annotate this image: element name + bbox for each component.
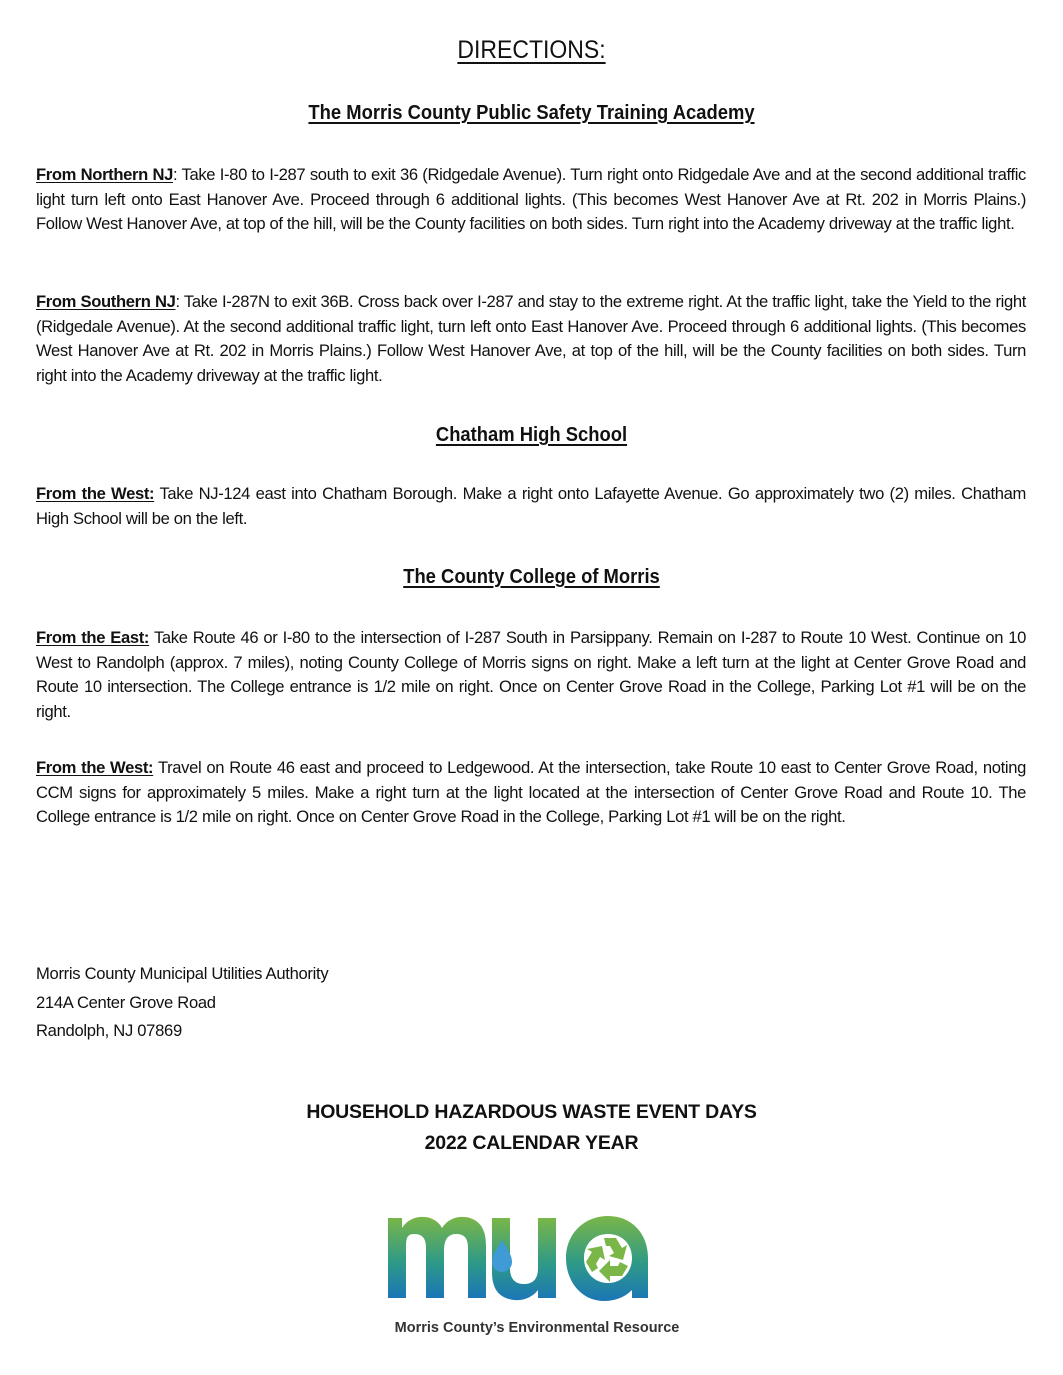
recycle-icon [586,1238,628,1282]
section-title-chatham-high-school: Chatham High School [435,424,628,446]
section-title-county-college: The County College of Morris [403,566,660,588]
directions-paragraph [36,290,1026,388]
mua-logo [378,1206,696,1346]
direction-lead: From the West: [36,484,155,503]
direction-text: : Take I-287N to exit 36B. Cross back over I-287 and stay to the extreme right. At the traffic light, take the Yield to the right (Ridgedale Avenue). At the second additional traffic light, turn left onto East Hanover Ave. Proceed through 6 additional lights. (This becomes West Hanover Ave at Rt. 202 in Morris Plains.) Follow West Hanover Ave, at top of the hill, will be the County facilities on both sides. Turn right into the Academy driveway at the traffic light. [36,292,1026,385]
directions-paragraph [36,756,1026,830]
direction-lead: From the West: [36,758,154,777]
direction-text: Take Route 46 or I-80 to the intersection of I-287 South in Parsippany. Remain on I-287 to Route 10 West. Continue on 10 West to Randolph (approx. 7 miles), noting County College of Morris signs on right. Make a left turn at the light at Center Grove Road and Route 10 intersection. The College entrance is 1/2 mile on right. Once on Center Grove Road in the College, Parking Lot #1 will be on the right. [36,628,1026,721]
direction-lead: From the East: [36,628,150,647]
directions-paragraph [36,626,1026,724]
event-year: 2022 CALENDAR YEAR [424,1132,639,1154]
direction-text: Take NJ-124 east into Chatham Borough. Make a right onto Lafayette Avenue. Go approximately two (2) miles. Chatham High School will be on the left. [36,484,1026,528]
direction-lead: From Northern NJ [36,165,173,184]
mailing-address [36,960,328,1046]
section-title-training-academy: The Morris County Public Safety Training Academy [308,102,755,124]
directions-paragraph [36,163,1026,237]
logo-tagline: Morris County’s Environmental Resource [394,1320,680,1336]
page-title: DIRECTIONS: [457,36,606,64]
direction-lead: From Southern NJ [36,292,176,311]
direction-text: : Take I-80 to I-287 south to exit 36 (Ridgedale Avenue). Turn right onto Ridgedale Ave and at the second additional traffic light turn left onto East Hanover Ave. Proceed through 6 additional lights. (This becomes West Hanover Ave at Rt. 202 in Morris Plains.) Follow West Hanover Ave, at top of the hill, will be the County facilities on both sides. Turn right into the Academy driveway at the traffic light. [36,165,1026,233]
address-line: Randolph, NJ 07869 [36,1021,182,1040]
directions-paragraph [36,482,1026,531]
event-heading: HOUSEHOLD HAZARDOUS WASTE EVENT DAYS [306,1101,757,1123]
address-line: Morris County Municipal Utilities Authority [36,964,329,983]
logo-wordmark [388,1216,648,1301]
address-line: 214A Center Grove Road [36,992,216,1012]
direction-text: Travel on Route 46 east and proceed to Ledgewood. At the intersection, take Route 10 east to Center Grove Road, noting CCM signs for approximately 5 miles. Make a right turn at the light located at the intersection of Center Grove Road and Route 10. The College entrance is 1/2 mile on right. Once on Center Grove Road in the College, Parking Lot #1 will be on the right. [36,758,1026,826]
